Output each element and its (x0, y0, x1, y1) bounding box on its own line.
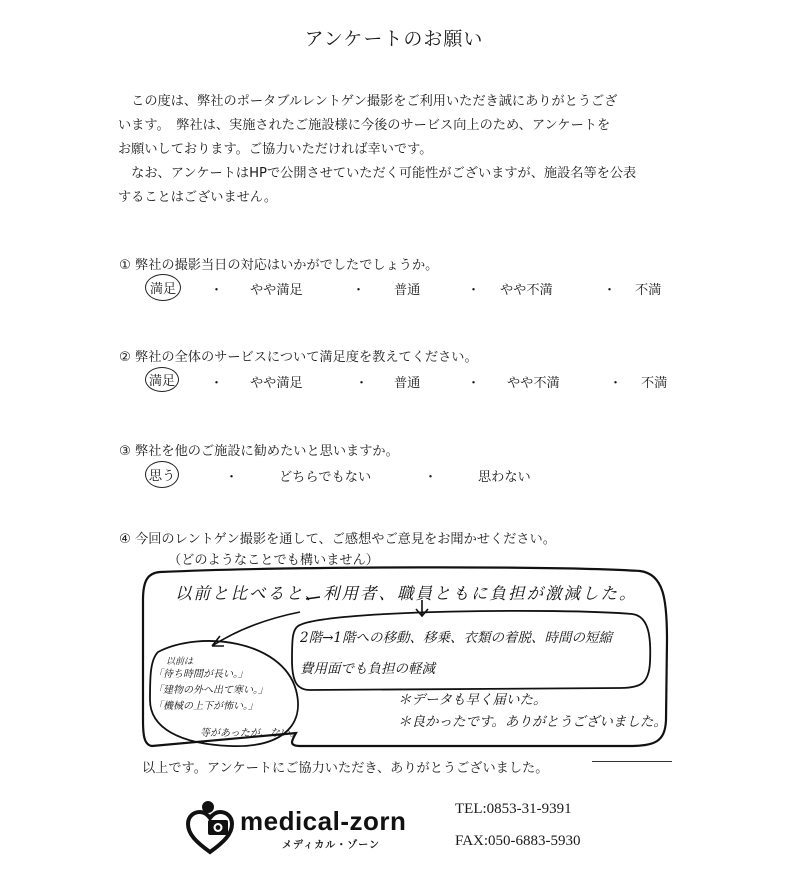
question-number: ② (119, 350, 131, 365)
divider (592, 761, 672, 762)
fax-number: FAX:050-6883-5930 (455, 833, 581, 849)
heart-camera-logo-icon (186, 800, 234, 856)
question-number: ④ (119, 532, 131, 547)
separator-dot: ・ (603, 283, 617, 298)
option-dissatisfied[interactable]: 不満 (641, 376, 668, 391)
option-somewhat-dissatisfied[interactable]: やや不満 (507, 376, 560, 391)
question-text: 今回のレントゲン撮影を通して、ご感想やご意見をお聞かせください。 (135, 532, 556, 547)
bubble-line: 「建物の外へ出て寒い。」 (153, 685, 268, 696)
option-somewhat-satisfied[interactable]: やや満足 (250, 376, 303, 391)
option-neutral[interactable]: 普通 (394, 283, 421, 298)
separator-dot: ・ (467, 376, 481, 391)
option-somewhat-satisfied[interactable]: やや満足 (250, 283, 303, 298)
option-satisfied: 満足 (148, 374, 176, 389)
bubble-line: 「待ち時間が長い。」 (153, 669, 248, 680)
logo-kana: メディカル・ゾーン (282, 840, 380, 851)
intro-line: することはございません。 (118, 190, 278, 205)
detail-bubble (292, 611, 650, 690)
separator-dot: ・ (225, 470, 239, 485)
separator-dot: ・ (355, 376, 369, 391)
question-4-subtext: （どのようなことでも構いません） (168, 553, 379, 568)
handwritten-note-2: ＊良かったです。ありがとうございました。 (398, 714, 667, 730)
bubble-line: 「機械の上下が怖い。」 (153, 701, 258, 712)
separator-dot: ・ (424, 470, 438, 485)
handwritten-headline: 以前と比べると、利用者、職員ともに負担が激減した。 (175, 584, 638, 603)
question-number: ① (119, 258, 131, 273)
page-title: アンケートのお願い (304, 28, 484, 50)
intro-line: お願いしております。ご協力いただければ幸いです。 (118, 142, 433, 157)
option-no[interactable]: 思わない (478, 470, 531, 485)
separator-dot: ・ (210, 376, 224, 391)
handwritten-detail-line-1: 2階→1階への移動、移乗、衣類の着脱、時間の短縮 (300, 630, 612, 646)
option-yes: 思う (148, 469, 176, 484)
handwritten-note-1: ＊データも早く届いた。 (398, 692, 547, 708)
question-text: 弊社を他のご施設に勧めたいと思いますか。 (135, 444, 399, 459)
intro-line: なお、アンケートはHPで公開させていただく可能性がございますが、施設名等を公表 (118, 166, 637, 181)
separator-dot: ・ (467, 283, 481, 298)
separator-dot: ・ (609, 376, 623, 391)
handwritten-bubble-head: 以前は (166, 657, 194, 667)
separator-dot: ・ (352, 283, 366, 298)
option-neutral[interactable]: 普通 (394, 376, 421, 391)
arrow-left-icon (212, 612, 300, 646)
separator-dot: ・ (210, 283, 224, 298)
logo-name: medical-zorn (240, 806, 407, 836)
option-undecided[interactable]: どちらでもない (279, 470, 372, 485)
handwritten-bubble-tail: 等があったが、ない。 (200, 728, 300, 739)
option-dissatisfied[interactable]: 不満 (635, 283, 662, 298)
handwritten-detail-line-2: 費用面でも負担の軽減 (300, 661, 435, 677)
intro-line: この度は、弊社のポータブルレントゲン撮影をご利用いただき誠にありがとうござ (118, 94, 618, 109)
question-number: ③ (119, 444, 131, 459)
tel-number: TEL:0853-31-9391 (455, 801, 572, 817)
question-text: 弊社の全体のサービスについて満足度を教えてください。 (135, 350, 478, 365)
closing-text: 以上です。アンケートにご協力いただき、ありがとうございました。 (142, 761, 549, 776)
intro-line: います。 弊社は、実施されたご施設様に今後のサービス向上のため、アンケートを (118, 118, 611, 133)
question-text: 弊社の撮影当日の対応はいかがでしたでしょうか。 (135, 258, 439, 273)
option-satisfied: 満足 (149, 282, 177, 297)
option-somewhat-dissatisfied[interactable]: やや不満 (500, 283, 553, 298)
handwritten-bubble-lines (153, 667, 268, 715)
